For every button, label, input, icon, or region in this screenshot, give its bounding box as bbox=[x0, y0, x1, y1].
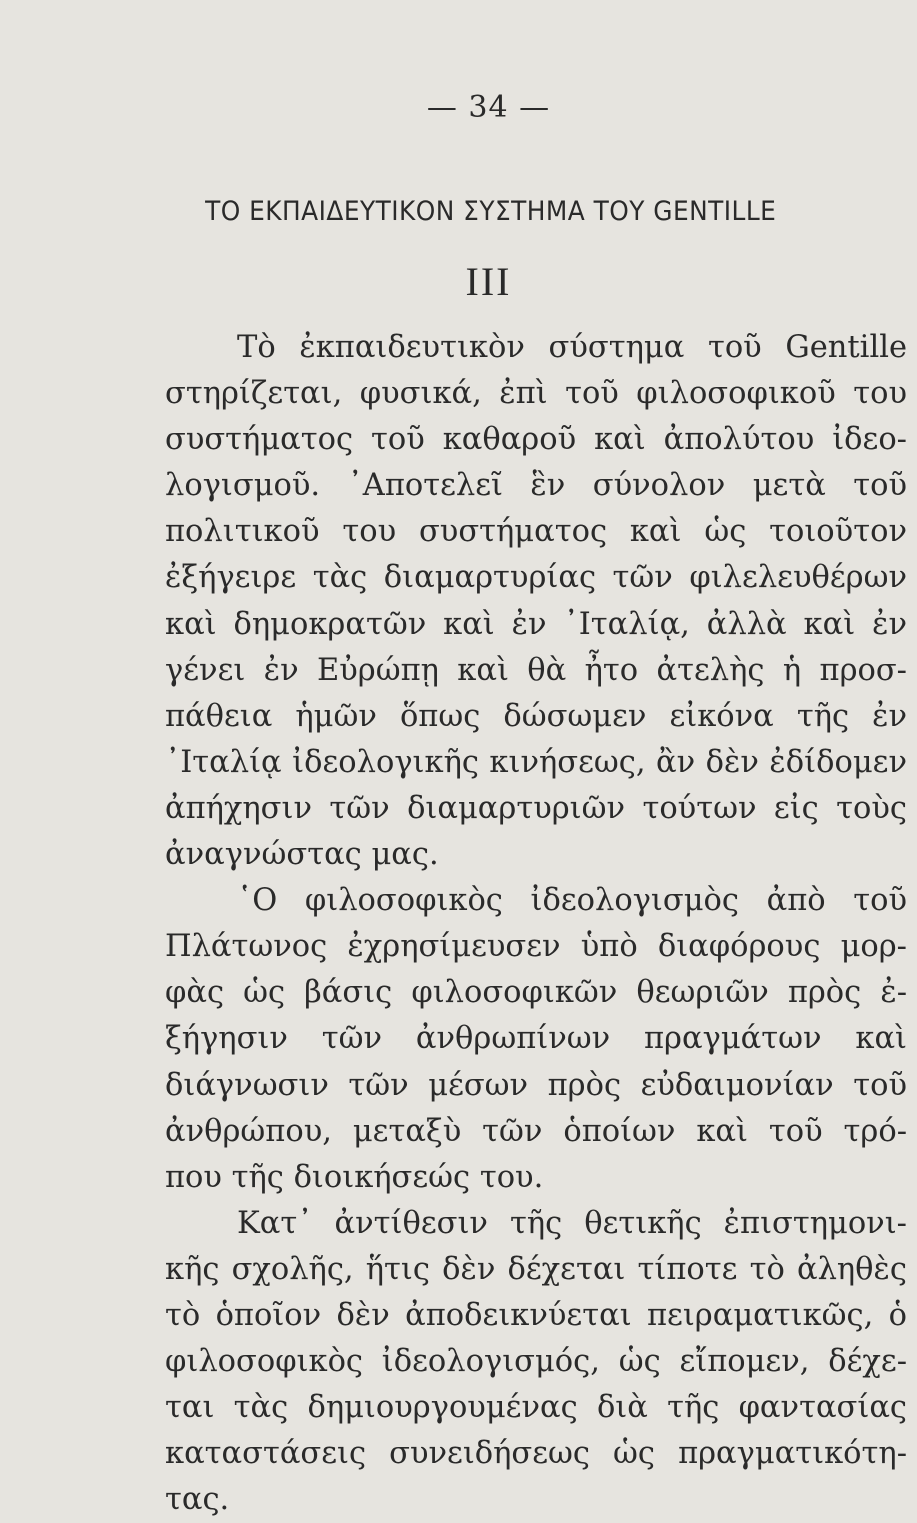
text-line: τας. bbox=[165, 1482, 230, 1518]
text-line: ξήγησιν τῶν ἀνθρωπίνων πραγμάτων καὶ bbox=[165, 1021, 907, 1057]
text-line: τὸ ὁποῖον δὲν ἀποδεικνύεται πειραματικῶς, ὁ bbox=[165, 1297, 907, 1333]
text-line: φιλοσοφικὸς ἰδεολογισμός, ὡς εἴπομεν, δέχε- bbox=[165, 1344, 907, 1380]
section-heading: ΤΟ ΕΚΠΑΙΔΕΥΤΙΚΟΝ ΣΥΣΤΗΜΑ ΤΟΥ GENTILLE bbox=[205, 196, 777, 227]
text-line: ᾽Ιταλίᾳ ἰδεολογικῆς κινήσεως, ἂν δὲν ἐδίδομεν bbox=[165, 744, 907, 780]
text-line: φὰς ὡς βάσις φιλοσοφικῶν θεωριῶν πρὸς ἐ- bbox=[165, 975, 907, 1011]
text-line: καὶ δημοκρατῶν καὶ ἐν ᾽Ιταλίᾳ, ἀλλὰ καὶ ἐν bbox=[165, 606, 907, 642]
text-line: ται τὰς δημιουργουμένας διὰ τῆς φαντασίας bbox=[165, 1390, 907, 1426]
text-line: Τὸ ἐκπαιδευτικὸν σύστημα τοῦ Gentille bbox=[237, 330, 907, 365]
text-line: διάγνωσιν τῶν μέσων πρὸς εὐδαιμονίαν τοῦ bbox=[165, 1067, 907, 1103]
text-line: λογισμοῦ. ᾽Αποτελεῖ ἓν σύνολον μετὰ τοῦ bbox=[165, 468, 907, 504]
text-line: κῆς σχολῆς, ἥτις δὲν δέχεται τίποτε τὸ ἀληθὲς bbox=[165, 1251, 907, 1287]
text-line: ἀπήχησιν τῶν διαμαρτυριῶν τούτων εἰς τοὺς bbox=[165, 790, 907, 826]
text-line: πάθεια ἡμῶν ὅπως δώσωμεν εἰκόνα τῆς ἐν bbox=[165, 698, 907, 734]
text-line: ἀναγνώστας μας. bbox=[165, 837, 439, 873]
body-text bbox=[165, 325, 907, 1523]
text-line: συστήματος τοῦ καθαροῦ καὶ ἀπολύτου ἰδεο- bbox=[165, 422, 907, 458]
chapter-number: III bbox=[465, 259, 512, 304]
text-line: ῾Ο φιλοσοφικὸς ἰδεολογισμὸς ἀπὸ τοῦ bbox=[237, 883, 907, 919]
text-line: γένει ἐν Εὐρώπῃ καὶ θὰ ἦτο ἀτελὴς ἡ προσ- bbox=[165, 652, 907, 688]
text-line: Πλάτωνος ἐχρησίμευσεν ὑπὸ διαφόρους μορ- bbox=[165, 929, 907, 965]
text-line: που τῆς διοικήσεώς του. bbox=[165, 1159, 544, 1195]
text-line: ἐξήγειρε τὰς διαμαρτυρίας τῶν φιλελευθέρων bbox=[165, 560, 907, 596]
page-number: — 34 — bbox=[426, 90, 551, 125]
text-line: ἀνθρώπου, μεταξὺ τῶν ὁποίων καὶ τοῦ τρό- bbox=[165, 1113, 907, 1149]
text-line: πολιτικοῦ του συστήματος καὶ ὡς τοιοῦτον bbox=[165, 514, 907, 550]
text-line: Κατ᾽ ἀντίθεσιν τῆς θετικῆς ἐπιστημονι- bbox=[237, 1205, 907, 1241]
text-line: στηρίζεται, φυσικά, ἐπὶ τοῦ φιλοσοφικοῦ του bbox=[165, 376, 907, 412]
text-line: καταστάσεις συνειδήσεως ὡς πραγματικότη- bbox=[165, 1436, 907, 1472]
